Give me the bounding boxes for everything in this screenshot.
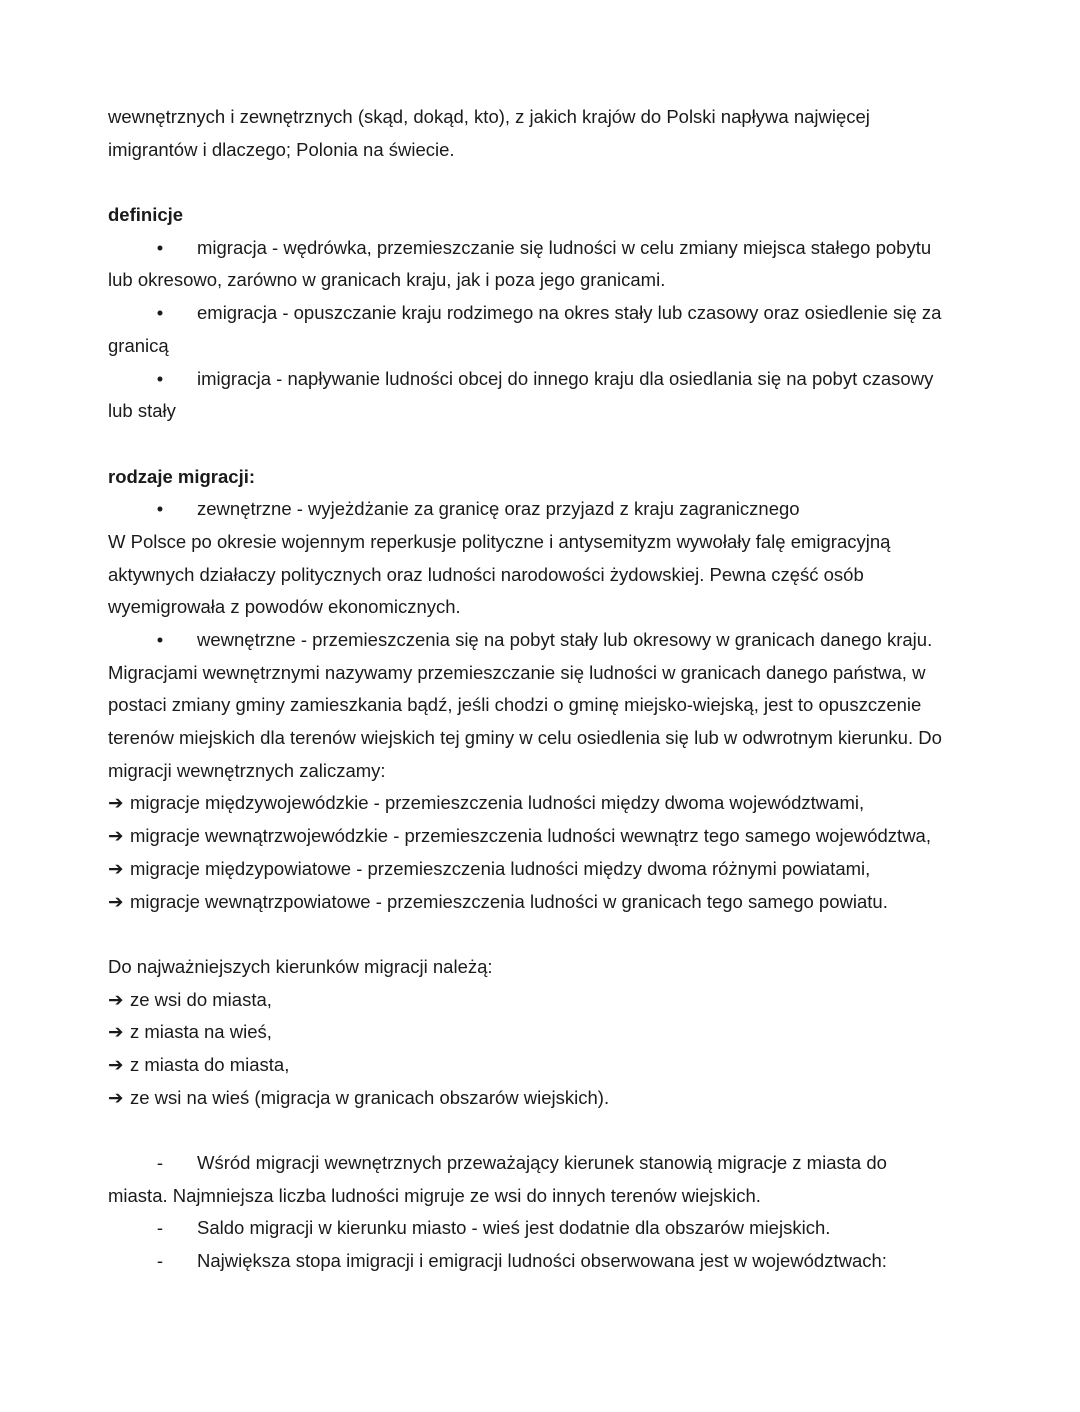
arrow-icon: ➔ <box>108 988 124 1010</box>
dash-icon: - <box>156 1217 164 1239</box>
definition-continuation: lub okresowo, zarówno w granicach kraju, jak i poza jego granicami. <box>108 269 666 291</box>
type-item-external <box>108 493 978 526</box>
definition-text: emigracja - opuszczanie kraju rodzimego na okres stały lub czasowy oraz osiedlenie się za <box>197 302 942 324</box>
intro-line: imigrantów i dlaczego; Polonia na świecie. <box>108 138 455 160</box>
bullet-icon: • <box>156 498 164 520</box>
bullet-icon: • <box>156 367 164 389</box>
note-item <box>108 1245 978 1278</box>
arrow-icon: ➔ <box>108 825 124 847</box>
note-text: Saldo migracji w kierunku miasto - wieś jest dodatnie dla obszarów miejskich. <box>197 1217 831 1239</box>
note-text: Wśród migracji wewnętrznych przeważający kierunek stanowią migracje z miasta do <box>197 1152 887 1173</box>
bullet-icon: • <box>156 302 164 324</box>
note-continuation: miasta. Najmniejsza liczba ludności migruje ze wsi do innych terenów wiejskich. <box>108 1184 761 1206</box>
paragraph-line: terenów miejskich dla terenów wiejskich tej gminy w celu osiedlenia się lub w odwrotnym kierunku. Do <box>108 727 942 749</box>
note-item <box>108 1212 978 1245</box>
arrow-icon: ➔ <box>108 1053 124 1075</box>
direction-item: ➔ ze wsi na wieś (migracja w granicach obszarów wiejskich). <box>108 1082 978 1115</box>
dash-icon: - <box>156 1250 164 1272</box>
types-heading: rodzaje migracji: <box>108 465 256 487</box>
direction-item: ➔ ze wsi do miasta, <box>108 984 978 1017</box>
arrow-icon: ➔ <box>108 857 124 879</box>
paragraph-line: wyemigrowała z powodów ekonomicznych. <box>108 596 461 618</box>
paragraph-line: postaci zmiany gminy zamieszkania bądź, jeśli chodzi o gminę miejsko-wiejską, jest to opuszczenie <box>108 694 922 716</box>
definition-item <box>108 363 978 396</box>
arrow-icon: ➔ <box>108 890 124 912</box>
note-text: Największa stopa imigracji i emigracji ludności obserwowana jest w województwach: <box>197 1250 887 1272</box>
direction-item: ➔ z miasta na wieś, <box>108 1016 978 1049</box>
definition-continuation: granicą <box>108 334 169 356</box>
definition-text: migracja - wędrówka, przemieszczanie się ludności w celu zmiany miejsca stałego pobytu <box>197 236 932 258</box>
paragraph-line: aktywnych działaczy politycznych oraz ludności narodowości żydowskiej. Pewna część osób <box>108 563 864 585</box>
definition-item <box>108 232 978 265</box>
direction-item: ➔ z miasta do miasta, <box>108 1049 978 1082</box>
intro-line: wewnętrznych i zewnętrznych (skąd, dokąd, kto), z jakich krajów do Polski napływa najwięcej <box>108 106 870 127</box>
paragraph-line: Migracjami wewnętrznymi nazywamy przemieszczanie się ludności w granicach danego państwa, w <box>108 661 926 683</box>
internal-migration-item: ➔ migracje wewnątrzwojewódzkie - przemieszczenia ludności wewnątrz tego samego województwa, <box>108 820 978 853</box>
spacer <box>108 428 978 461</box>
internal-migration-item: ➔ migracje międzypowiatowe - przemieszczenia ludności między dwoma różnymi powiatami, <box>108 853 978 886</box>
spacer <box>108 166 978 199</box>
bullet-icon: • <box>156 236 164 258</box>
internal-migration-item: ➔ migracje wewnątrzpowiatowe - przemieszczenia ludności w granicach tego samego powiatu. <box>108 886 978 919</box>
spacer <box>108 918 978 951</box>
definitions-heading: definicje <box>108 204 184 226</box>
definition-text: imigracja - napływanie ludności obcej do innego kraju dla osiedlania się na pobyt czasowy <box>197 367 934 389</box>
note-item <box>108 1147 978 1180</box>
arrow-icon: ➔ <box>108 1086 124 1108</box>
spacer <box>108 1114 978 1147</box>
type-text: zewnętrzne - wyjeżdżanie za granicę oraz przyjazd z kraju zagranicznego <box>197 498 800 520</box>
definition-item <box>108 297 978 330</box>
paragraph-line: migracji wewnętrznych zaliczamy: <box>108 759 386 781</box>
arrow-icon: ➔ <box>108 792 124 814</box>
bullet-icon: • <box>156 629 164 650</box>
type-text: wewnętrzne - przemieszczenia się na pobyt stały lub okresowy w granicach danego kraju. <box>197 629 933 650</box>
document-page <box>108 101 978 1278</box>
type-item-internal <box>108 624 978 657</box>
dash-icon: - <box>156 1152 164 1173</box>
internal-migration-item: ➔ migracje międzywojewódzkie - przemieszczenia ludności między dwoma województwami, <box>108 787 978 820</box>
arrow-icon: ➔ <box>108 1021 124 1043</box>
directions-intro: Do najważniejszych kierunków migracji należą: <box>108 955 493 977</box>
paragraph-line: W Polsce po okresie wojennym reperkusje polityczne i antysemityzm wywołały falę emigracyjną <box>108 530 891 552</box>
definition-continuation: lub stały <box>108 400 176 422</box>
